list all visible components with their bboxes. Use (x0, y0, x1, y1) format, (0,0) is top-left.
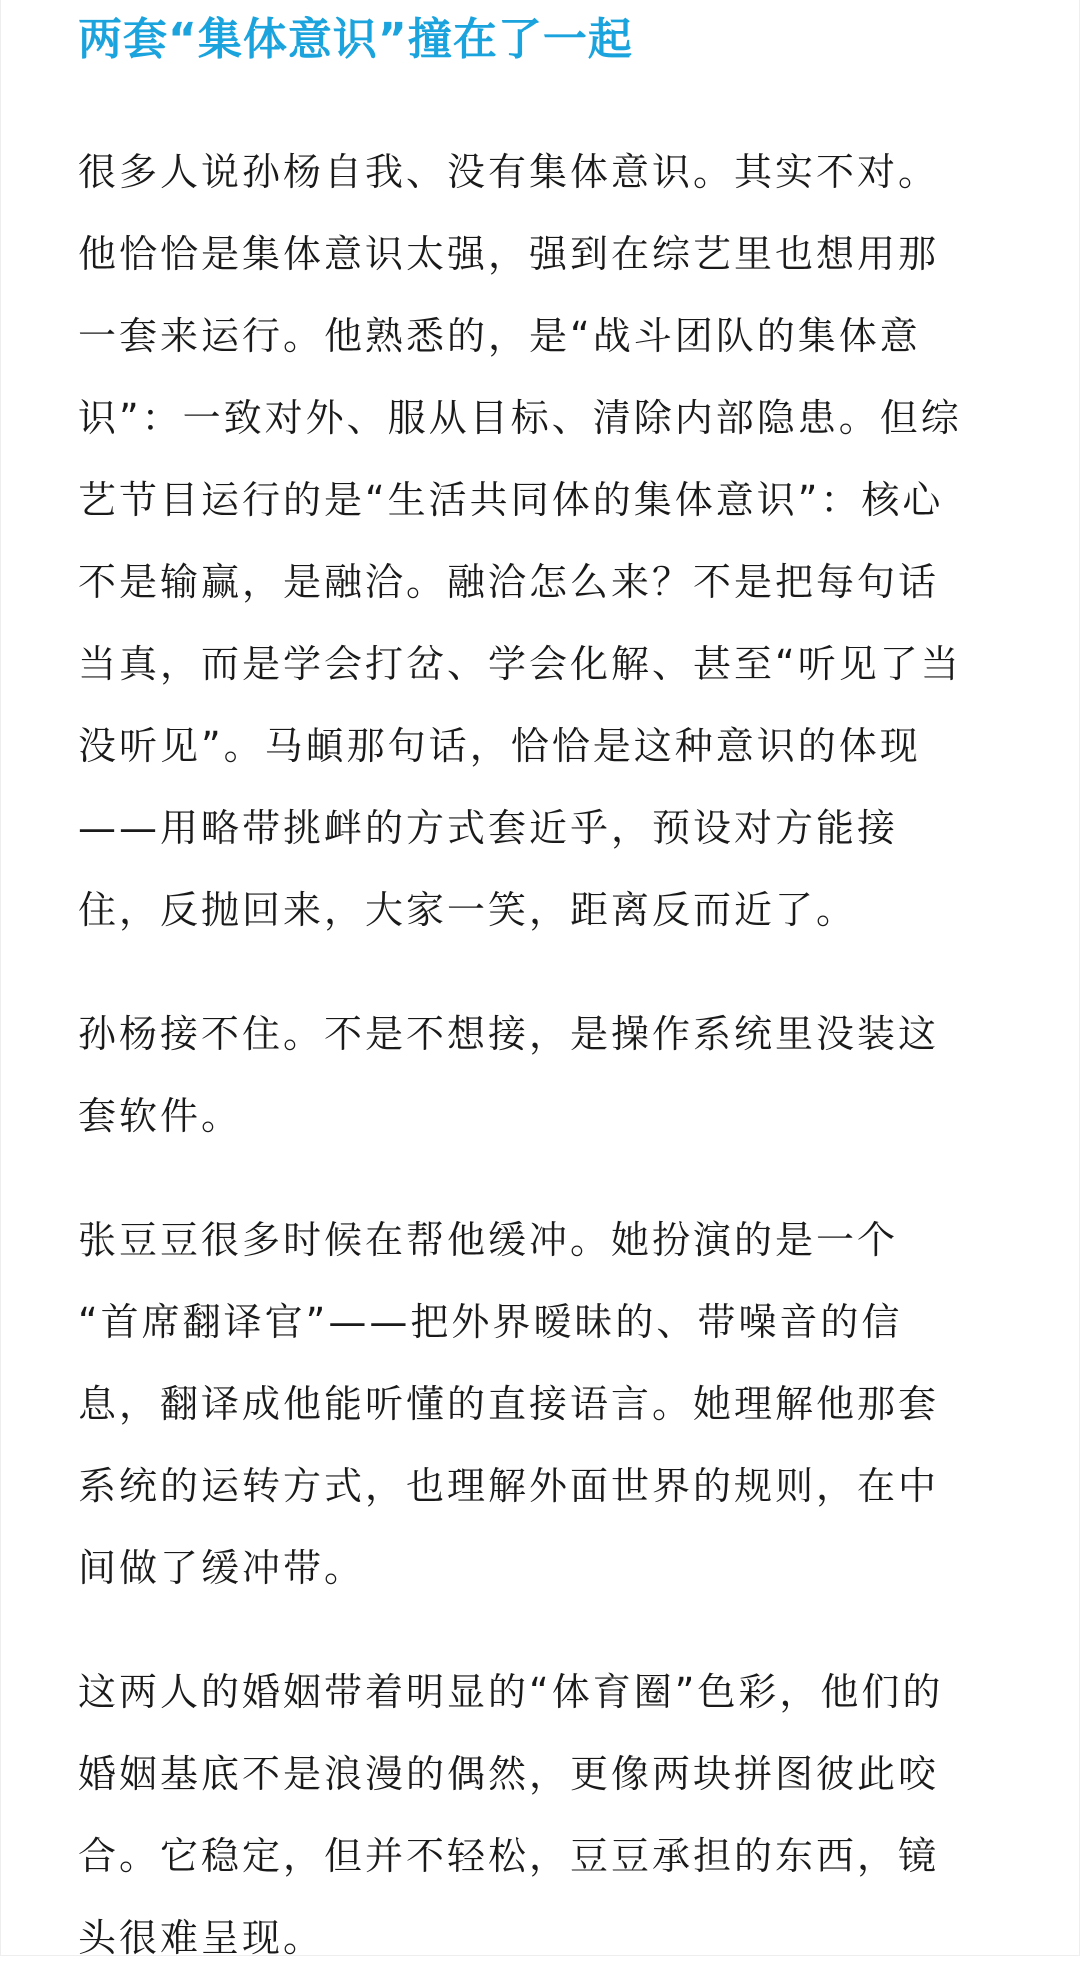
paragraph-1 (78, 131, 1008, 951)
paragraph-2 (78, 993, 1008, 1157)
paragraph-line: 艺节目运行的是“生活共同体的集体意识”：核心 (78, 478, 944, 522)
paragraph-line: 息，翻译成他能听懂的直接语言。她理解他那套 (78, 1382, 940, 1426)
paragraph-line: 一套来运行。他熟悉的，是“战斗团队的集体意 (78, 314, 921, 358)
paragraph-3 (78, 1199, 1008, 1609)
section-heading: 两套“集体意识”撞在了一起 (78, 14, 633, 65)
paragraph-line: 当真，而是学会打岔、学会化解、甚至“听见了当 (78, 642, 962, 686)
paragraph-line: 这两人的婚姻带着明显的“体育圈”色彩，他们的 (78, 1670, 944, 1714)
paragraph-line: 很多人说孙杨自我、没有集体意识。其实不对。 (78, 150, 940, 194)
paragraph-line: 头很难呈现。 (78, 1916, 325, 1960)
paragraph-line: 没听见”。马頔那句话，恰恰是这种意识的体现 (78, 724, 921, 768)
paragraph-line: 住，反抛回来，大家一笑，距离反而近了。 (78, 888, 858, 932)
paragraph-line: 系统的运转方式，也理解外面世界的规则，在中 (78, 1464, 940, 1508)
paragraph-line: 孙杨接不住。不是不想接，是操作系统里没装这 (78, 1012, 940, 1056)
paragraph-line: 套软件。 (78, 1094, 243, 1138)
paragraph-line: 婚姻基底不是浪漫的偶然，更像两块拼图彼此咬 (78, 1752, 940, 1796)
paragraph-line: 不是输赢，是融洽。融洽怎么来？不是把每句话 (78, 560, 940, 604)
paragraph-line: 间做了缓冲带。 (78, 1546, 366, 1590)
paragraph-line: 张豆豆很多时候在帮他缓冲。她扮演的是一个 (78, 1218, 899, 1262)
paragraph-line: “首席翻译官”——把外界暧昧的、带噪音的信 (78, 1300, 903, 1344)
paragraph-4 (78, 1651, 1008, 1979)
article (78, 0, 1008, 1979)
paragraph-line: ——用略带挑衅的方式套近乎，预设对方能接 (78, 806, 899, 850)
paragraph-line: 他恰恰是集体意识太强，强到在综艺里也想用那 (78, 232, 940, 276)
paragraph-line: 合。它稳定，但并不轻松，豆豆承担的东西，镜 (78, 1834, 940, 1878)
paragraph-line: 识”：一致对外、服从目标、清除内部隐患。但综 (78, 396, 962, 440)
